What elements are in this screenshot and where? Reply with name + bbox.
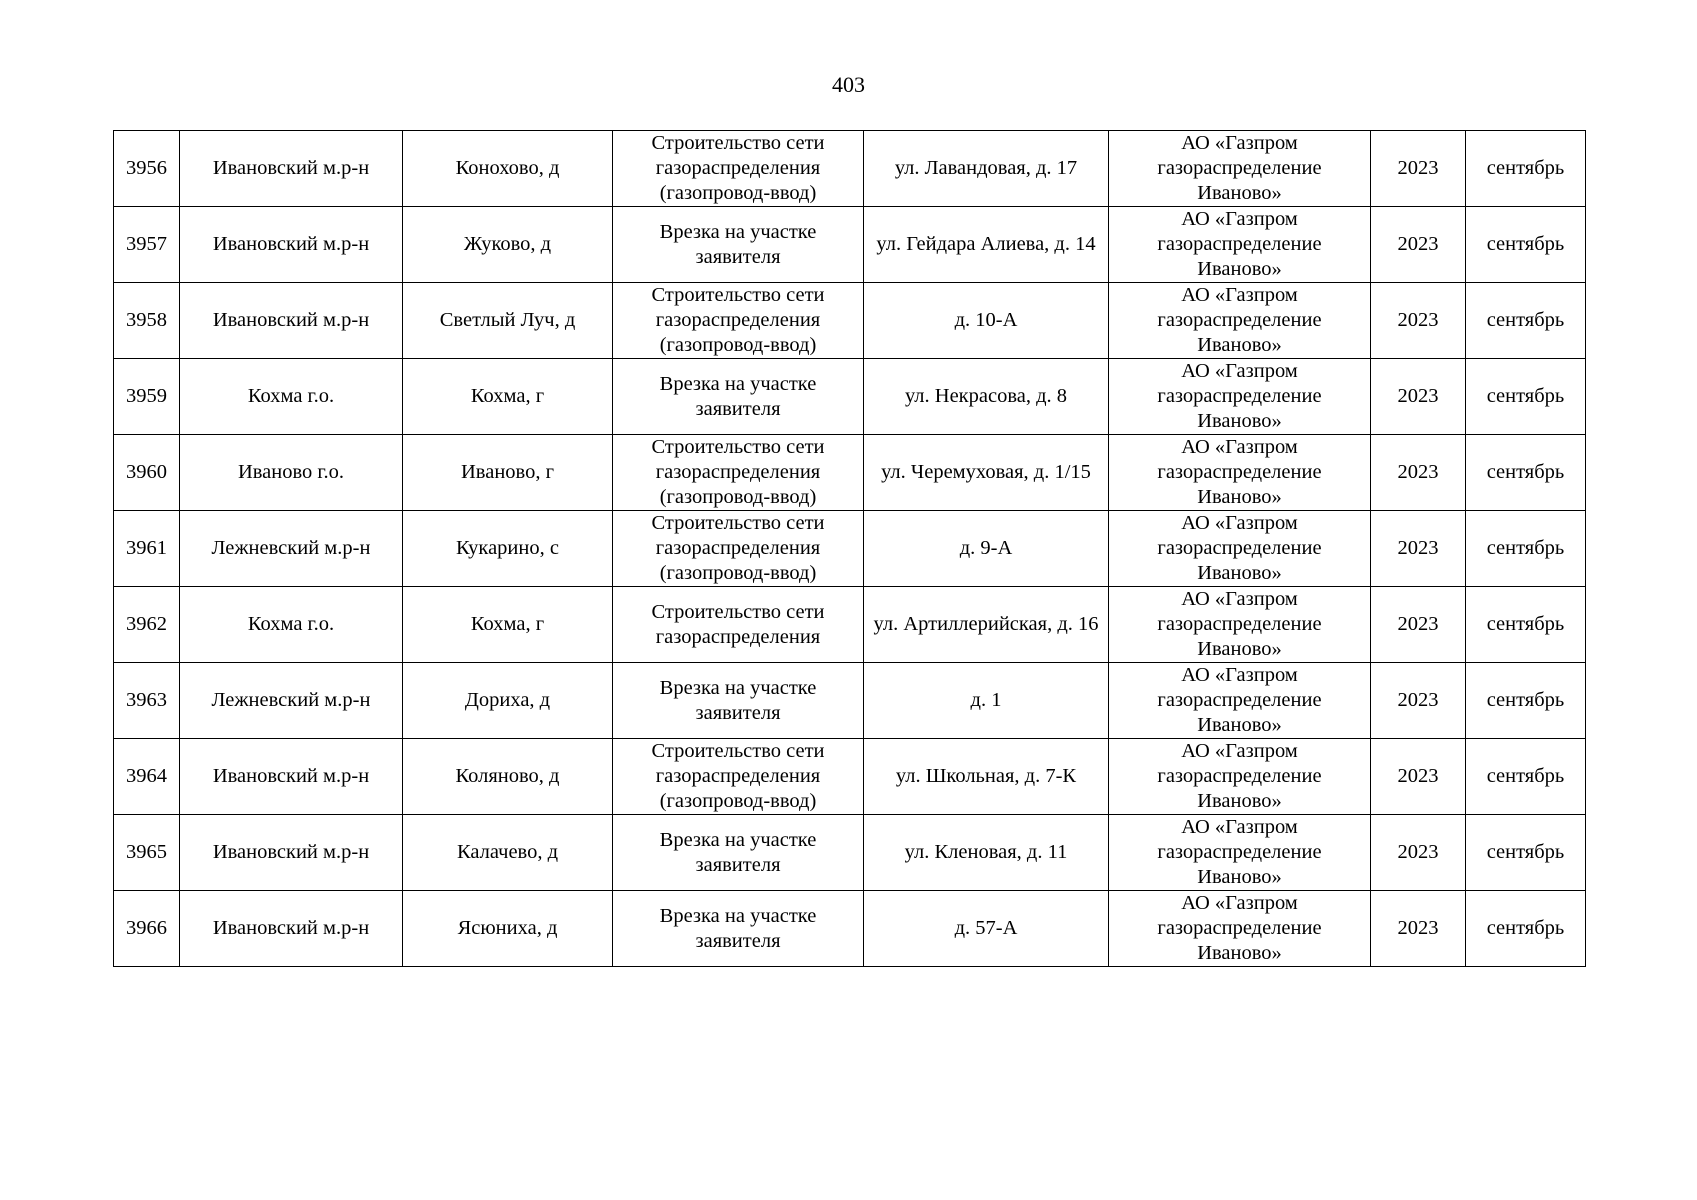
cell-district: Кохма г.о. (180, 587, 403, 663)
cell-address: д. 1 (864, 663, 1109, 739)
table-row (114, 359, 1586, 435)
cell-district: Иваново г.о. (180, 435, 403, 511)
cell-month: сентябрь (1466, 587, 1586, 663)
cell-address: ул. Гейдара Алиева, д. 14 (864, 207, 1109, 283)
table-row (114, 587, 1586, 663)
cell-address: ул. Черемуховая, д. 1/15 (864, 435, 1109, 511)
cell-year: 2023 (1371, 207, 1466, 283)
cell-district: Ивановский м.р-н (180, 131, 403, 207)
cell-district: Ивановский м.р-н (180, 815, 403, 891)
cell-number: 3962 (114, 587, 180, 663)
cell-address: ул. Кленовая, д. 11 (864, 815, 1109, 891)
table-body (114, 131, 1586, 967)
cell-work-type: Строительство сети газораспределения (613, 587, 864, 663)
cell-address: ул. Некрасова, д. 8 (864, 359, 1109, 435)
cell-number: 3959 (114, 359, 180, 435)
cell-work-type: Строительство сети газораспределения (газопровод-ввод) (613, 131, 864, 207)
cell-locality: Светлый Луч, д (403, 283, 613, 359)
cell-year: 2023 (1371, 511, 1466, 587)
cell-number: 3956 (114, 131, 180, 207)
cell-district: Ивановский м.р-н (180, 891, 403, 967)
cell-organization: АО «Газпром газораспределение Иваново» (1109, 739, 1371, 815)
cell-month: сентябрь (1466, 891, 1586, 967)
cell-organization: АО «Газпром газораспределение Иваново» (1109, 511, 1371, 587)
cell-number: 3966 (114, 891, 180, 967)
cell-organization: АО «Газпром газораспределение Иваново» (1109, 435, 1371, 511)
cell-year: 2023 (1371, 435, 1466, 511)
cell-locality: Иваново, г (403, 435, 613, 511)
cell-year: 2023 (1371, 815, 1466, 891)
cell-month: сентябрь (1466, 815, 1586, 891)
cell-number: 3965 (114, 815, 180, 891)
cell-organization: АО «Газпром газораспределение Иваново» (1109, 663, 1371, 739)
table-row (114, 891, 1586, 967)
cell-number: 3964 (114, 739, 180, 815)
cell-organization: АО «Газпром газораспределение Иваново» (1109, 891, 1371, 967)
cell-work-type: Врезка на участке заявителя (613, 891, 864, 967)
cell-district: Ивановский м.р-н (180, 739, 403, 815)
cell-district: Ивановский м.р-н (180, 207, 403, 283)
cell-month: сентябрь (1466, 663, 1586, 739)
cell-address: д. 9-А (864, 511, 1109, 587)
cell-locality: Кохма, г (403, 359, 613, 435)
cell-district: Ивановский м.р-н (180, 283, 403, 359)
cell-locality: Жуково, д (403, 207, 613, 283)
cell-year: 2023 (1371, 359, 1466, 435)
cell-locality: Калачево, д (403, 815, 613, 891)
gas-works-table (113, 130, 1586, 967)
cell-work-type: Строительство сети газораспределения (газопровод-ввод) (613, 283, 864, 359)
cell-locality: Дориха, д (403, 663, 613, 739)
cell-locality: Коляново, д (403, 739, 613, 815)
cell-year: 2023 (1371, 587, 1466, 663)
cell-year: 2023 (1371, 891, 1466, 967)
page-number: 403 (832, 72, 865, 97)
cell-number: 3960 (114, 435, 180, 511)
cell-number: 3957 (114, 207, 180, 283)
cell-organization: АО «Газпром газораспределение Иваново» (1109, 283, 1371, 359)
cell-district: Лежневский м.р-н (180, 663, 403, 739)
cell-work-type: Врезка на участке заявителя (613, 207, 864, 283)
cell-month: сентябрь (1466, 511, 1586, 587)
table-row (114, 207, 1586, 283)
cell-year: 2023 (1371, 663, 1466, 739)
cell-month: сентябрь (1466, 739, 1586, 815)
cell-address: ул. Школьная, д. 7-К (864, 739, 1109, 815)
table-row (114, 131, 1586, 207)
cell-year: 2023 (1371, 739, 1466, 815)
cell-work-type: Строительство сети газораспределения (газопровод-ввод) (613, 435, 864, 511)
table-row (114, 663, 1586, 739)
cell-work-type: Строительство сети газораспределения (газопровод-ввод) (613, 511, 864, 587)
cell-number: 3958 (114, 283, 180, 359)
cell-organization: АО «Газпром газораспределение Иваново» (1109, 207, 1371, 283)
cell-month: сентябрь (1466, 207, 1586, 283)
cell-month: сентябрь (1466, 131, 1586, 207)
cell-work-type: Врезка на участке заявителя (613, 815, 864, 891)
cell-year: 2023 (1371, 131, 1466, 207)
cell-number: 3963 (114, 663, 180, 739)
cell-work-type: Врезка на участке заявителя (613, 359, 864, 435)
cell-organization: АО «Газпром газораспределение Иваново» (1109, 587, 1371, 663)
cell-organization: АО «Газпром газораспределение Иваново» (1109, 359, 1371, 435)
cell-month: сентябрь (1466, 435, 1586, 511)
table-row (114, 815, 1586, 891)
cell-locality: Ясюниха, д (403, 891, 613, 967)
cell-locality: Конохово, д (403, 131, 613, 207)
cell-organization: АО «Газпром газораспределение Иваново» (1109, 131, 1371, 207)
table-row (114, 511, 1586, 587)
cell-address: ул. Артиллерийская, д. 16 (864, 587, 1109, 663)
table-row (114, 283, 1586, 359)
cell-month: сентябрь (1466, 283, 1586, 359)
table-row (114, 435, 1586, 511)
cell-district: Лежневский м.р-н (180, 511, 403, 587)
cell-number: 3961 (114, 511, 180, 587)
cell-work-type: Строительство сети газораспределения (газопровод-ввод) (613, 739, 864, 815)
cell-locality: Кохма, г (403, 587, 613, 663)
cell-locality: Кукарино, с (403, 511, 613, 587)
cell-district: Кохма г.о. (180, 359, 403, 435)
table-row (114, 739, 1586, 815)
cell-address: д. 10-А (864, 283, 1109, 359)
cell-work-type: Врезка на участке заявителя (613, 663, 864, 739)
cell-address: ул. Лавандовая, д. 17 (864, 131, 1109, 207)
cell-address: д. 57-А (864, 891, 1109, 967)
cell-year: 2023 (1371, 283, 1466, 359)
cell-month: сентябрь (1466, 359, 1586, 435)
cell-organization: АО «Газпром газораспределение Иваново» (1109, 815, 1371, 891)
